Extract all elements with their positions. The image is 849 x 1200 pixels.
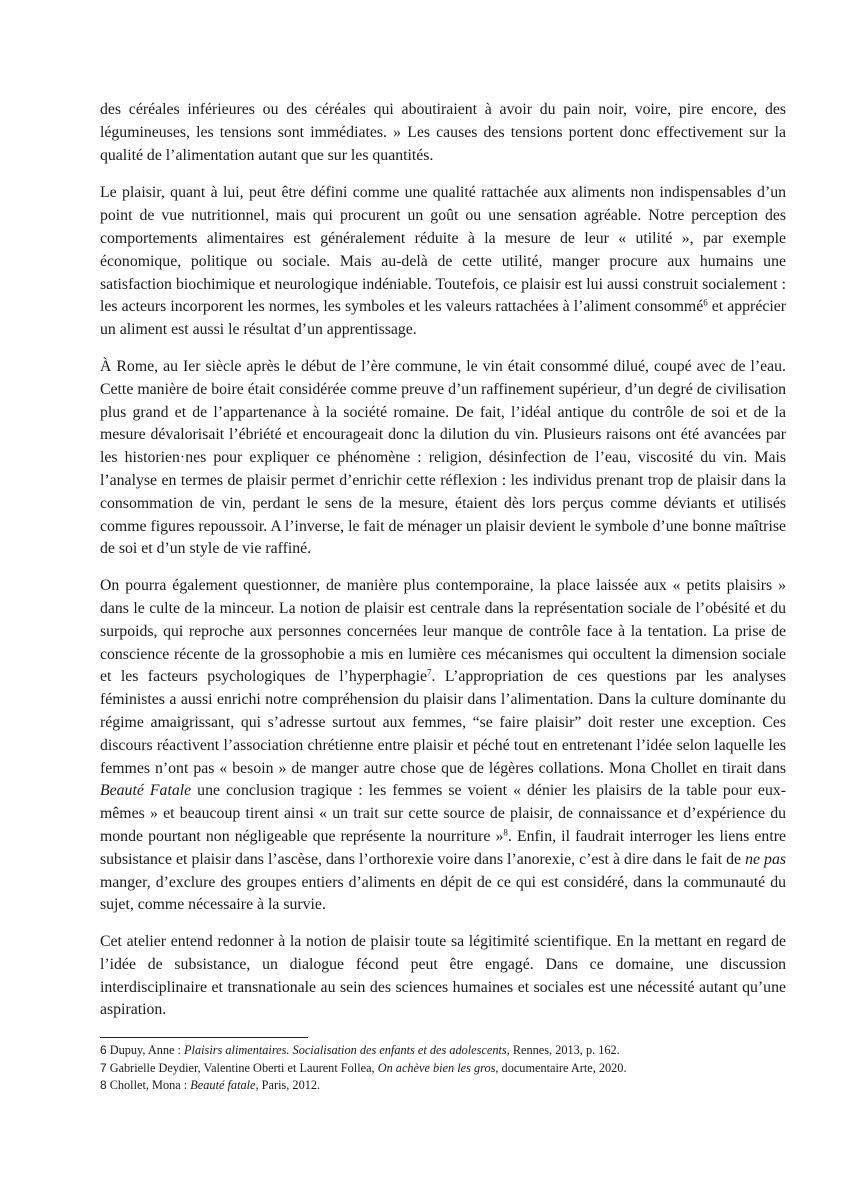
footnote-title: Beauté fatale bbox=[190, 1078, 256, 1093]
footnote-title: Plaisirs alimentaires. Socialisation des enfants et des adolescents bbox=[184, 1043, 507, 1057]
footnote-8 bbox=[100, 1077, 786, 1095]
paragraph-4-text-d: . Enfin, il faudrait interroger les liens entre subsistance et plaisir dans l’ascèse, dans l’orthorexie voire dans l’anorexie, c’est à dire dans le fait de bbox=[100, 827, 786, 868]
emphasis-ne-pas: ne pas bbox=[745, 850, 786, 868]
footnote-text: Chollet, Mona : bbox=[109, 1078, 191, 1093]
paragraph-5: Cet atelier entend redonner à la notion de plaisir toute sa légitimité scientifique. En la mettant en regard de l’idée de subsistance, un dialogue fécond peut être engagé. Dans ce domaine, une discussion interdisciplinaire et transnationale au sein des sciences humaines et sociales est une nécessité autant qu’une aspiration. bbox=[100, 933, 786, 1019]
paragraph-4-text-c: une conclusion tragique : les femmes se voient « dénier les plaisirs de la table pour eux-mêmes » et beaucoup tirent ainsi « un trait sur cette source de plaisir, de connaissance et d’expérience du monde pourtant non négligeable que représente la nourriture » bbox=[100, 782, 786, 845]
footnote-separator bbox=[100, 1037, 308, 1038]
document-page bbox=[100, 99, 786, 1036]
footnote-text-end: , Paris, 2012. bbox=[255, 1078, 321, 1093]
paragraph-4-text-b: . L’appropriation de ces questions par les analyses féministes a aussi enrichi notre compréhension du plaisir dans l’alimentation. Dans la culture dominante du régime amaigrissant, qui s’adresse surtout aux femmes, “se faire plaisir” doit rester une exception. Ces discours réactivent l’association chrétienne entre plaisir et péché tout en entretenant l’idée selon laquelle les femmes n’ont pas « besoin » de manger autre chose que de légères collations. Mona Chollet en tirait dans bbox=[100, 668, 786, 777]
footnote-text-end: , documentaire Arte, 2020. bbox=[495, 1060, 627, 1075]
book-title-beaute-fatale: Beauté Fatale bbox=[100, 782, 192, 800]
paragraph-3: À Rome, au Ier siècle après le début de l’ère commune, le vin était consommé dilué, coupé avec de l’eau. Cette manière de boire était considérée comme preuve d’un raffinement supérieur, d’un degré de civilisation plus grand et de l’appartenance à la société romaine. De fait, l’idéal antique du contrôle de soi et de la mesure dévalorisait l’ébriété et encourageait donc la dilution du vin. Plusieurs raisons ont été avancées par les historien·nes pour expliquer ce phénomène : religion, désinfection de l’eau, viscosité du vin. Mais l’analyse en termes de plaisir permet d’enrichir cette réflexion : les individus prenant trop de plaisir dans la consommation de vin, perdant le sens de la mesure, étaient dès lors perçus comme déviants et utilisés comme figures repoussoir. A l’inverse, le fait de ménager un plaisir devient le symbole d’une bonne maîtrise de soi et d’un style de vie raffiné. bbox=[100, 357, 786, 558]
paragraph-2-text-end: et apprécier un aliment est aussi le résultat d’un apprentissage. bbox=[100, 298, 786, 339]
footnote-7 bbox=[100, 1060, 786, 1078]
footnotes bbox=[100, 1042, 786, 1095]
footnote-number: 8 bbox=[100, 1078, 107, 1093]
footnote-number: 6 bbox=[100, 1043, 107, 1057]
footnote-ref-7[interactable]: 7 bbox=[427, 667, 432, 678]
paragraph-2 bbox=[100, 182, 786, 342]
paragraph-4 bbox=[100, 575, 786, 917]
footnote-number: 7 bbox=[100, 1060, 107, 1075]
paragraph-1: des céréales inférieures ou des céréales qui aboutiraient à avoir du pain noir, voire, pire encore, des légumineuses, les tensions sont immédiates. » Les causes des tensions portent donc effectivement sur la qualité de l’alimentation autant que sur les quantités. bbox=[100, 101, 786, 164]
footnote-text-end: , Rennes, 2013, p. 162. bbox=[506, 1043, 620, 1057]
footnote-text: Dupuy, Anne : bbox=[109, 1043, 185, 1057]
footnote-ref-6[interactable]: 6 bbox=[703, 297, 708, 308]
paragraph-2-text: Le plaisir, quant à lui, peut être défini comme une qualité rattachée aux aliments non indispensables d’un point de vue nutritionnel, mais qui procurent un goût ou une sensation agréable. Notre perception des comportements alimentaires est généralement réduite à la mesure de leur « utilité », par exemple économique, politique ou sociale. Mais au-delà de cette utilité, manger procure aux humains une satisfaction biochimique et neurologique indéniable. Toutefois, ce plaisir est lui aussi construit socialement : les acteurs incorporent les normes, les symboles et les valeurs rattachées à l’aliment consommé bbox=[100, 184, 786, 316]
footnote-title: On achève bien les gros bbox=[377, 1060, 496, 1075]
footnote-text: Gabrielle Deydier, Valentine Oberti et Laurent Follea, bbox=[109, 1060, 378, 1075]
paragraph-4-text-a: On pourra également questionner, de manière plus contemporaine, la place laissée aux « petits plaisirs » dans le culte de la minceur. La notion de plaisir est centrale dans la représentation sociale de l’obésité et du surpoids, qui reproche aux personnes concernées leur manque de contrôle face à la tentation. La prise de conscience récente de la grossophobie a mis en lumière ces mécanismes qui occultent la dimension sociale et les facteurs psychologiques de l’hyperphagie bbox=[100, 577, 786, 686]
paragraph-4-text-e: manger, d’exclure des groupes entiers d’aliments en dépit de ce qui est considéré, dans la communauté du sujet, comme nécessaire à la survie. bbox=[100, 873, 786, 914]
footnote-ref-8[interactable]: 8 bbox=[503, 827, 508, 838]
footnote-6 bbox=[100, 1042, 786, 1060]
